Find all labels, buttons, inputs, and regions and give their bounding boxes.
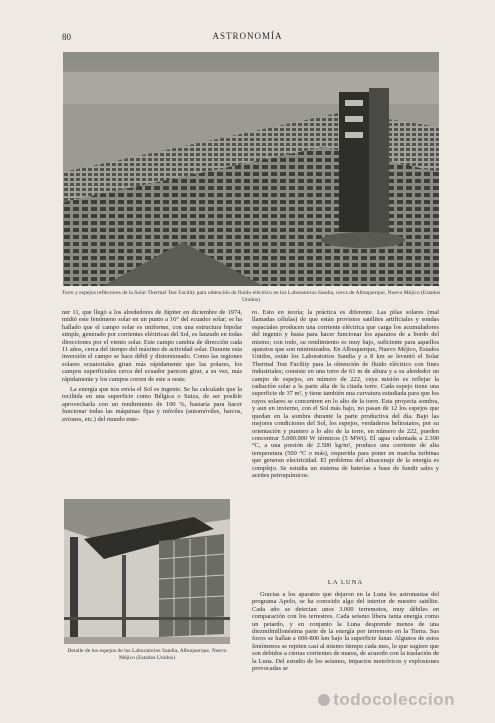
paragraph: La energía que nos envía el Sol es ingente. Se ha calculado que la recibida en una superficie como Bélgica o Suiza, de ser posible aprovecharla con un rendimiento de 100 %, bastaría para hacer funcionar todas las máquinas fijas y móviles (automóviles, barcos, aviones, etc.) del mundo ente-	[62, 386, 242, 423]
paragraph: ner 11, que llegó a los alrededores de Júpiter en diciembre de 1974, midió este fenómeno solar en un punto a 16° del ecuador solar; se ha hallado que el campo solar es uniforme, con una estructura bipolar simple, generado por corrientes eléctricas del Sol, es lanzado en todas direcciones por el viento solar. Este campo cambia de dirección cada 11 años, cerca del tiempo del máximo de actividad solar. Durante esta inversión el campo se hace débil y distorsionado. Como las regiones solares ecuatoriales giran más rápidamente que las polares, los campos superficiales cerca del ecuador parecen girar, a su vez, más rápidamente y los campos corren de este a oeste.	[62, 309, 242, 383]
left-column	[62, 309, 242, 426]
page-number: 80	[62, 32, 71, 42]
paragraph: Gracias a los aparatos que dejaron en la Luna los astronautas del programa Apolo, se ha conocido algo del interior de nuestro satélite. Cada año se detectan unos 3.000 terremotos, muy débiles en comparación con los terrestres. Cada seísmo libera tanta energía como un petardo, y en conjunto la Luna desprende menos de una diezmilmillonésima parte de la energía por terremoto en la Tierra. Sus focos se hallan a 600-800 km bajo la superficie lunar. Algunos de estos fenómenos se repiten casi al mismo tiempo cada mes, lo que sugiere que son debidos a ciertas corrientes de marea, de acuerdo con la traslación de la Luna. Del estudio de los seísmos, impactos meteóricos y explosiones provocadas se	[252, 591, 439, 673]
top-photo-caption: Torre y espejos reflectores de la Solar Thermal Test Facility para obtención de fluido eléctrico en los Laboratorios Sandia, cerca de Albuquerque, Nuevo Méjico (Estados Unidos)	[61, 290, 441, 303]
watermark-logo-icon	[318, 694, 330, 706]
paragraph: ro. Esto en teoría; la práctica es diferente. Las pilas solares (mal llamadas células) de que están provistos satélites artificiales y sondas espaciales producen una corriente eléctrica que carga los acumuladores del ingenio y basta para hacer funcionar los aparatos de a bordo del mismo; con todo, su rendimiento es muy bajo, suficiente para aquellos aparatos que son minimizados. En Albuquerque, Nuevo Méjico, Estados Unidos, están los Laboratorios Sandia y a 8 km se levantó el Solar Thermal Test Facility para la obtención de fluido eléctrico con fines industriales; consiste en una torre de 61 m de altura y a su alrededor un campo de espejos, en número de 222, cuya misión es reflejar la radiación solar a la parte alta de la citada torre. Cada espejo tiene una superficie de 37 m², y tiene también una curvatura estudiada para que los rayos solares se concentren en lo alto de la torre. Esta proyecta sombra, y aun en invierno, con el Sol más bajo, no pasan de 12 los espejos que quedan en la sombra durante la parte productiva del día. Bajo las mejores condiciones del Sol, los espejos, verdaderos heliostatos, por su orientación y puntero a lo alto de la torre, en número de 222, pueden concentrar 5.000.000 W térmicos (5 MWt). El agua calentada a 2.300 °C, a una presión de 2.500 kg/m², produce una corriente de alta temperatura (500 °C o más), requerida para poner en marcha turbinas que generan electricidad. El problema del almacenaje de la energía es complejo. Se estudia un sistema de baterías a base de fundir sales y aceites petroquímicos.	[252, 309, 439, 479]
watermark	[318, 690, 455, 710]
solar-tower-photo	[63, 52, 439, 286]
running-head: ASTRONOMÍA	[212, 31, 283, 41]
luna-column	[252, 591, 439, 675]
right-column	[252, 309, 439, 482]
small-photo-caption: Detalle de los espejos de los Laboratorios Sandia, Albuquerque, Nuevo Méjico (Estados Unidos)	[67, 648, 227, 661]
watermark-text: todocoleccion	[333, 690, 455, 709]
section-heading-la-luna: LA LUNA	[327, 579, 364, 586]
mirror-detail-photo	[64, 499, 230, 644]
